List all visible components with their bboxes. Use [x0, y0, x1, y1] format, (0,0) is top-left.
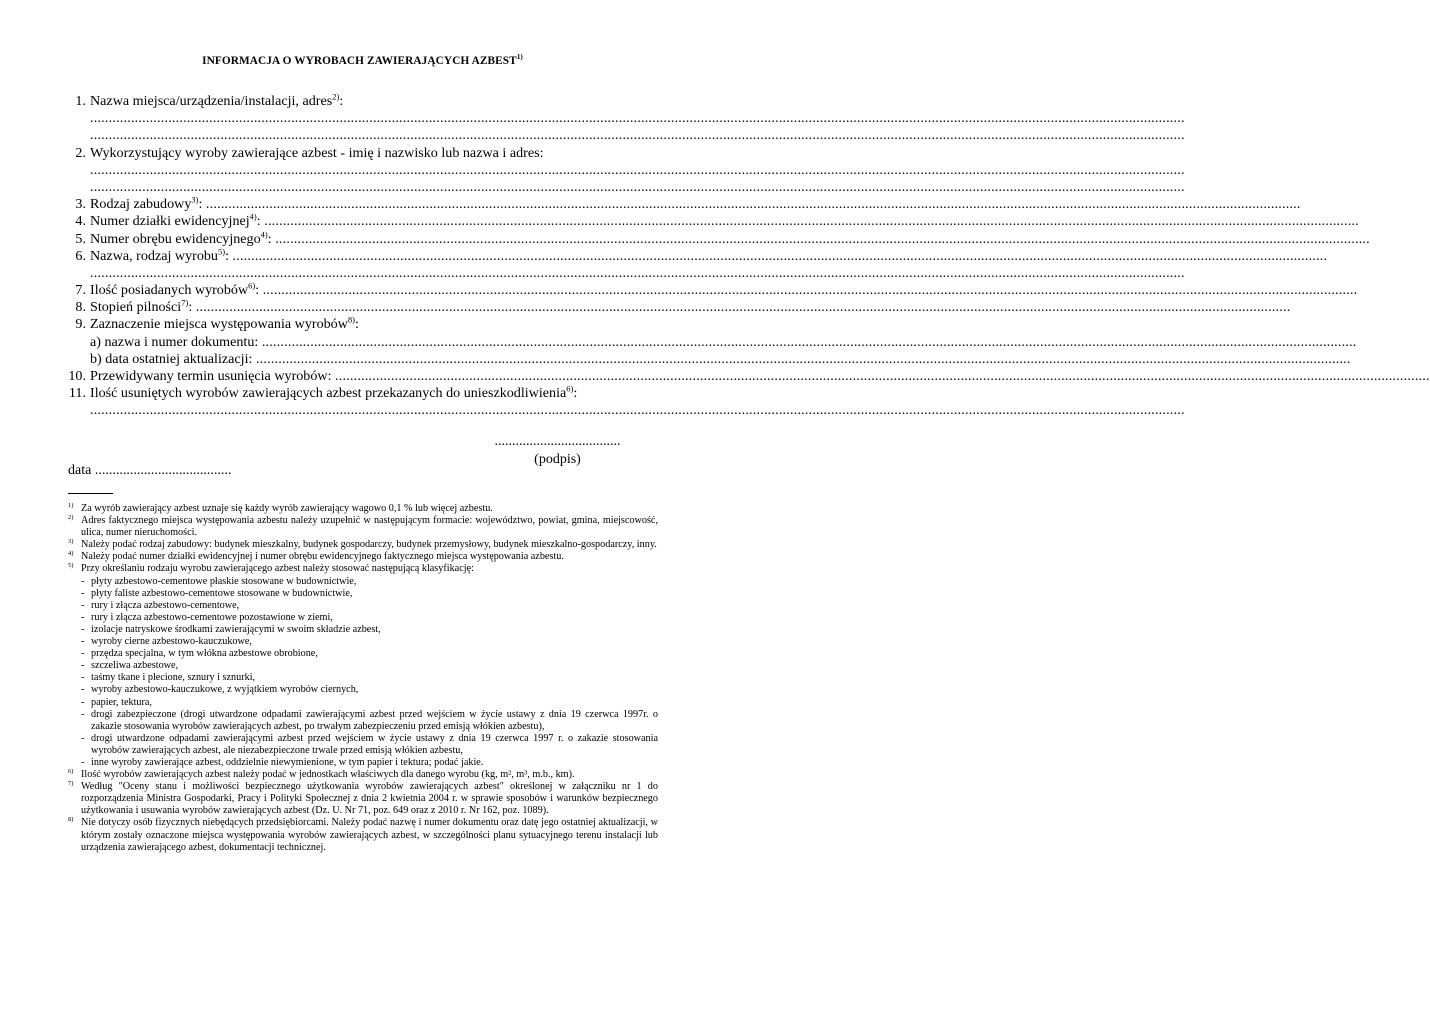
field-label: Stopień pilności — [90, 299, 182, 316]
fill-line[interactable] — [68, 127, 1185, 144]
field-ref: 7) — [181, 297, 189, 308]
fill-dots[interactable]: ...................................................................................................................................................................................................................................................................................................... — [90, 127, 1185, 144]
classification-text: drogi utwardzone odpadami zawierającymi azbest przed wejściem w życie ustawy z dnia 19 czerwca 1997 r. o zakazie stosowania wyrobów zawierających azbest, ale niezabezpieczone trwale przed emisją włókien azbestu, — [91, 732, 658, 756]
title-footnote-ref: 1) — [516, 53, 523, 61]
footnote-text: Przy określaniu rodzaju wyrobu zawierającego azbest należy stosować następującą klasyfikację: — [81, 563, 474, 575]
footnote-4 — [68, 551, 658, 563]
field-number: 3. — [75, 196, 86, 213]
field-label: Nazwa miejsca/urządzenia/instalacji, adres — [90, 93, 333, 109]
field-number: 11. — [68, 385, 86, 402]
classification-text: wyroby cierne azbestowo-kauczukowe, — [91, 636, 252, 648]
classification-item: - szczeliwa azbestowe, — [81, 660, 179, 672]
classification-item: - taśmy tkane i plecione, sznury i sznurki, — [81, 672, 256, 684]
field-4[interactable] — [68, 211, 1359, 230]
field-11 — [68, 385, 658, 402]
footnote-text: Nie dotyczy osób fizycznych niebędących przedsiębiorcami. Należy podać nazwę i numer dokumentu oraz datę jego ostatniej aktualizacji, w którym zostały oznaczone miejsca występowania wyrobów zawierających azbest, w szczególności planu sytuacyjnego terenu instalacji lub urządzenia zawierającego azbest, dokumentacji technicznej. — [81, 817, 658, 853]
footnote-mark: 8) — [68, 816, 74, 824]
field-7[interactable] — [68, 280, 1358, 299]
classification-item: - rury i złącza azbestowo-cementowe pozostawione w ziemi, — [81, 611, 333, 623]
classification-item: - izolacje natryskowe środkami zawierającymi w swoim składzie azbest, — [81, 623, 381, 635]
fill-dots[interactable]: ...................................................................................................................................................................................................................................................................................................... — [232, 247, 1328, 264]
fill-line[interactable] — [68, 178, 1185, 196]
footnote-6 — [68, 769, 658, 781]
field-number: 5. — [75, 230, 86, 247]
field-suffix: : — [354, 316, 359, 333]
fill-dots[interactable]: ...................................................................................................................................................................................................................................................................................................... — [261, 333, 1357, 350]
field-label: Przewidywany termin usunięcia wyrobów: — [90, 368, 336, 384]
field-suffix: : — [255, 282, 263, 299]
footnote-divider — [68, 493, 113, 494]
field-label: Ilość usuniętych wyrobów zawierających azbest przekazanych do unieszkodliwienia — [90, 385, 567, 402]
classification-text: taśmy tkane i plecione, sznury i sznurki, — [91, 672, 256, 684]
field-ref: 6) — [248, 280, 256, 291]
field-9b[interactable] — [68, 350, 1351, 368]
classification-text: inne wyroby zawierające azbest, oddzielnie niewymienione, w tym papier i tektura; podać jakie. — [91, 756, 484, 768]
field-suffix: : — [339, 93, 344, 109]
field-label: Rodzaj zabudowy — [90, 196, 192, 213]
fill-line[interactable] — [68, 264, 1185, 282]
field-label: b) data ostatniej aktualizacji: — [90, 350, 256, 367]
fill-dots[interactable]: ...................................................................................................................................................................................................................................................................................................... — [90, 402, 1185, 419]
fill-dots[interactable]: ...................................................................................................................................................................................................................................................................................................... — [90, 178, 1185, 195]
footnote-mark: 7) — [68, 780, 74, 788]
fill-dots[interactable]: ...................................................................................................................................................................................................................................................................................................... — [335, 368, 1430, 384]
field-label: Numer działki ewidencyjnej — [90, 213, 250, 230]
field-label: a) nazwa i numer dokumentu: — [90, 333, 262, 350]
field-label: Nazwa, rodzaj wyrobu — [90, 247, 218, 264]
classification-text: szczeliwa azbestowe, — [91, 660, 179, 672]
field-suffix: : — [267, 230, 276, 247]
field-ref: 5) — [217, 246, 226, 256]
footnote-2 — [68, 515, 658, 539]
signature-label: (podpis) — [534, 452, 581, 467]
footnote-text: Adres faktycznego miejsca występowania azbestu należy uzupełnić w następującym formacie: województwo, powiat, gmina, miejscowość, ulica, numer nieruchomości. — [81, 515, 658, 539]
classification-item: - drogi utwardzone odpadami zawierającymi azbest przed wejściem w życie ustawy z dnia 19 czerwca 1997 r. o zakazie stosowania wyrobów zawierających azbest, ale niezabezpieczone trwale przed emisją włókien azbestu, — [81, 732, 658, 756]
field-number: 6. — [75, 247, 86, 264]
footnote-8 — [68, 817, 658, 853]
field-number: 10. — [68, 368, 86, 384]
field-number: 9. — [75, 316, 86, 333]
classification-text: drogi zabezpieczone (drogi utwardzone odpadami zawierającymi azbest przed wejściem w życie ustawy z dnia 19 czerwca 1997r. o zakazie stosowania wyrobów zawierających azbest, po trwałym zabezpieczeniu przed emisją włókien azbestu), — [91, 708, 658, 732]
field-ref: 4) — [260, 228, 268, 239]
field-ref: 4) — [249, 211, 257, 222]
classification-item: - papier, tektura, — [81, 696, 152, 708]
fill-line[interactable] — [68, 161, 1185, 179]
field-suffix: : — [198, 196, 206, 213]
field-6[interactable] — [68, 246, 1328, 265]
footnote-5 — [68, 563, 658, 575]
field-ref: 6) — [566, 383, 574, 394]
footnote-mark: 3) — [68, 538, 74, 546]
footnote-text: Ilość wyrobów zawierających azbest należy podać w jednostkach właściwych dla danego wyrobu (kg, m², m³, m.b., km). — [81, 769, 575, 781]
classification-text: rury i złącza azbestowo-cementowe pozostawione w ziemi, — [91, 611, 333, 623]
field-number: 2. — [75, 144, 86, 161]
fill-dots[interactable]: ...................................................................................................................................................................................................................................................................................................... — [195, 299, 1291, 316]
fill-dots[interactable]: ...................................................................................................................................................................................................................................................................................................... — [205, 196, 1301, 213]
field-ref: 2) — [332, 91, 340, 102]
signature-block[interactable] — [490, 433, 625, 469]
classification-item: - wyroby azbestowo-kauczukowe, z wyjątkiem wyrobów ciernych, — [81, 684, 359, 696]
field-5[interactable] — [68, 228, 1370, 248]
field-suffix: : — [256, 213, 265, 230]
field-label: Numer obrębu ewidencyjnego — [90, 230, 261, 247]
field-suffix: : — [188, 299, 196, 316]
field-number: 7. — [75, 282, 86, 299]
classification-text: przędza specjalna, w tym włókna azbestowe obrobione, — [91, 648, 318, 660]
footnote-mark: 6) — [68, 768, 74, 776]
field-1 — [68, 93, 658, 110]
footnote-3 — [68, 539, 658, 551]
field-ref: 3) — [191, 194, 199, 205]
fill-dots[interactable]: ...................................................................................................................................................................................................................................................................................................... — [90, 264, 1185, 281]
footnote-text: Za wyrób zawierający azbest uznaje się każdy wyrób zawierający wagowo 0,1 % lub więcej azbestu. — [81, 503, 493, 514]
classification-item: - rury i złącza azbestowo-cementowe, — [81, 599, 240, 611]
field-3[interactable] — [68, 194, 1301, 213]
fill-line[interactable] — [68, 110, 1185, 127]
footnotes — [68, 503, 658, 854]
footnote-text: Należy podać rodzaj zabudowy: budynek mieszkalny, budynek gospodarczy, budynek przemysłowy, budynek mieszkalno-gospodarczy, inny. — [81, 539, 657, 551]
footnote-1 — [68, 503, 658, 515]
classification-item: - płyty azbestowo-cementowe płaskie stosowane w budownictwie, — [81, 575, 357, 587]
signature-line[interactable]: .................................... — [494, 434, 621, 449]
fill-dots[interactable]: ...................................................................................................................................................................................................................................................................................................... — [255, 350, 1351, 367]
field-label: Ilość posiadanych wyrobów — [90, 282, 249, 299]
field-8[interactable] — [68, 297, 1291, 316]
field-suffix: : — [225, 247, 233, 264]
field-2 — [68, 145, 658, 162]
field-number: 8. — [75, 299, 86, 316]
field-ref: 8) — [347, 314, 355, 325]
field-9 — [68, 316, 658, 333]
field-label: Zaznaczenie miejsca występowania wyrobów — [90, 316, 348, 333]
classification-text: izolacje natryskowe środkami zawierającymi w swoim składzie azbest, — [91, 623, 381, 635]
footnote-text: Według "Oceny stanu i możliwości bezpiecznego użytkowania wyrobów zawierających azbest" określonej w załączniku nr 1 do rozporządzenia Ministra Gospodarki, Pracy i Polityki Społecznej z dnia 2 kwietnia 2004 r. w sprawie sposobów i warunków bezpiecznego użytkowania i usuwania wyrobów zawierających azbest (Dz. U. Nr 71, poz. 649 oraz z 2010 r. Nr 162, poz. 1089). — [81, 781, 658, 817]
classification-text: wyroby azbestowo-kauczukowe, z wyjątkiem wyrobów ciernych, — [91, 684, 359, 696]
fill-dots[interactable]: ...................................................................................................................................................................................................................................................................................................... — [264, 213, 1359, 230]
field-9a[interactable] — [68, 333, 1357, 351]
field-suffix: : — [573, 385, 578, 402]
classification-text: płyty azbestowo-cementowe płaskie stosowane w budownictwie, — [91, 575, 357, 587]
field-number: 1. — [75, 93, 86, 109]
classification-item: - wyroby cierne azbestowo-kauczukowe, — [81, 636, 252, 648]
fill-dots[interactable]: ...................................................................................................................................................................................................................................................................................................... — [90, 110, 1185, 127]
fill-dots[interactable]: ...................................................................................................................................................................................................................................................................................................... — [90, 161, 1185, 178]
classification-item: - inne wyroby zawierające azbest, oddzielnie niewymienione, w tym papier i tektura; podać jakie. — [81, 756, 484, 768]
fill-line[interactable] — [68, 402, 1185, 419]
classification-text: płyty faliste azbestowo-cementowe stosowane w budownictwie, — [91, 587, 353, 599]
classification-item: - przędza specjalna, w tym włókna azbestowe obrobione, — [81, 648, 318, 660]
footnote-mark: 5) — [68, 562, 74, 570]
date-field[interactable]: data ....................................... — [68, 463, 232, 478]
footnote-mark: 1) — [68, 502, 74, 509]
footnote-7 — [68, 781, 658, 817]
fill-dots[interactable]: ...................................................................................................................................................................................................................................................................................................... — [275, 230, 1370, 247]
classification-text: rury i złącza azbestowo-cementowe, — [91, 599, 240, 611]
document-title — [0, 53, 725, 67]
form-fields — [68, 91, 1430, 420]
title-text: INFORMACJA O WYROBACH ZAWIERAJĄCYCH AZBEST — [202, 54, 517, 67]
footnote-text: Należy podać numer działki ewidencyjnej i numer obrębu ewidencyjnego faktycznego miejsca występowania azbestu. — [81, 551, 564, 563]
footnote-mark: 4) — [68, 550, 74, 558]
classification-item: - drogi zabezpieczone (drogi utwardzone odpadami zawierającymi azbest przed wejściem w życie ustawy z dnia 19 czerwca 1997r. o zakazie stosowania wyrobów zawierających azbest, po trwałym zabezpieczeniu przed emisją włókien azbestu), — [81, 708, 658, 732]
field-number: 4. — [75, 213, 86, 230]
classification-item: - płyty faliste azbestowo-cementowe stosowane w budownictwie, — [81, 587, 353, 599]
fill-dots[interactable]: ...................................................................................................................................................................................................................................................................................................... — [262, 282, 1358, 299]
footnote-mark: 2) — [68, 514, 74, 522]
classification-text: papier, tektura, — [91, 696, 152, 708]
field-label: Wykorzystujący wyroby zawierające azbest - imię i nazwisko lub nazwa i adres: — [90, 144, 544, 161]
